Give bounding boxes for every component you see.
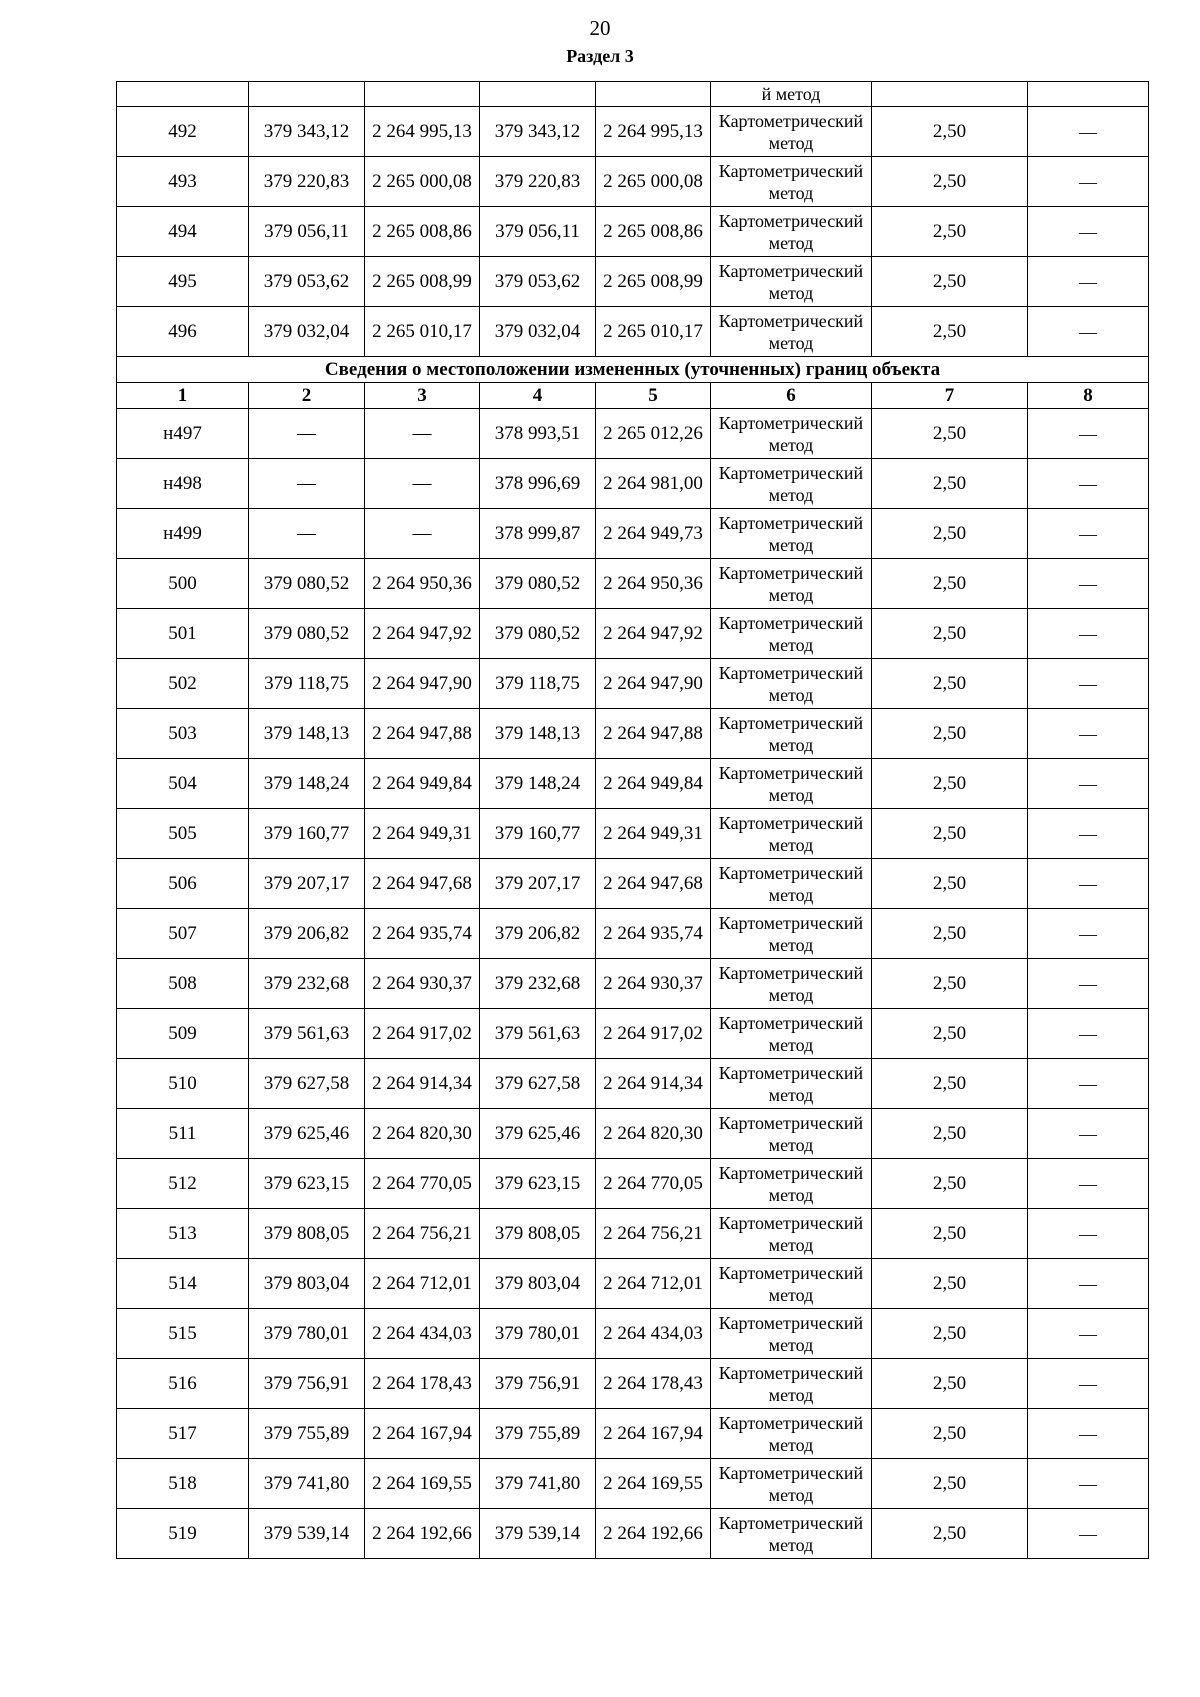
x-refined-cell: 379 780,01 — [480, 1309, 596, 1359]
x-refined-cell: 378 996,69 — [480, 459, 596, 509]
x-refined-cell: 379 232,68 — [480, 959, 596, 1009]
y-existing-cell: 2 264 949,84 — [365, 759, 480, 809]
y-existing-cell: 2 264 434,03 — [365, 1309, 480, 1359]
y-existing-cell: 2 264 820,30 — [365, 1109, 480, 1159]
method-cell: Картометрический метод — [711, 1309, 872, 1359]
x-existing-cell: 379 032,04 — [249, 307, 365, 357]
precision-cell: 2,50 — [872, 1259, 1028, 1309]
x-refined-cell: 379 808,05 — [480, 1209, 596, 1259]
y-refined-cell: 2 264 930,37 — [596, 959, 711, 1009]
y-existing-cell: 2 264 935,74 — [365, 909, 480, 959]
point-number-cell: 516 — [117, 1359, 249, 1409]
description-cell: — — [1028, 1309, 1149, 1359]
y-existing-cell: 2 264 712,01 — [365, 1259, 480, 1309]
y-refined-cell: 2 264 947,88 — [596, 709, 711, 759]
x-refined-cell: 379 625,46 — [480, 1109, 596, 1159]
column-number-cell: 5 — [596, 383, 711, 409]
description-cell: — — [1028, 1159, 1149, 1209]
description-cell: — — [1028, 809, 1149, 859]
column-number-cell: 2 — [249, 383, 365, 409]
method-cell: Картометрический метод — [711, 809, 872, 859]
point-number-cell: 503 — [117, 709, 249, 759]
description-cell: — — [1028, 307, 1149, 357]
table-row — [117, 157, 1149, 207]
method-cell: Картометрический метод — [711, 1159, 872, 1209]
table-cell — [596, 82, 711, 107]
x-refined-cell: 379 148,13 — [480, 709, 596, 759]
point-number-cell: 512 — [117, 1159, 249, 1209]
y-existing-cell: 2 265 008,86 — [365, 207, 480, 257]
precision-cell: 2,50 — [872, 609, 1028, 659]
precision-cell: 2,50 — [872, 659, 1028, 709]
x-existing-cell: 379 056,11 — [249, 207, 365, 257]
table-row — [117, 257, 1149, 307]
point-number-cell: 495 — [117, 257, 249, 307]
y-refined-cell: 2 264 950,36 — [596, 559, 711, 609]
precision-cell: 2,50 — [872, 107, 1028, 157]
y-existing-cell: 2 264 995,13 — [365, 107, 480, 157]
method-cell: Картометрический метод — [711, 459, 872, 509]
x-refined-cell: 379 220,83 — [480, 157, 596, 207]
table-row — [117, 809, 1149, 859]
description-cell: — — [1028, 509, 1149, 559]
table-cell — [117, 82, 249, 107]
x-refined-cell: 379 206,82 — [480, 909, 596, 959]
table-row — [117, 909, 1149, 959]
point-number-cell: 505 — [117, 809, 249, 859]
x-existing-cell: 379 160,77 — [249, 809, 365, 859]
method-cell: Картометрический метод — [711, 659, 872, 709]
method-cell: Картометрический метод — [711, 759, 872, 809]
continuation-method-cell: й метод — [711, 82, 872, 107]
precision-cell: 2,50 — [872, 1109, 1028, 1159]
x-existing-cell: 379 539,14 — [249, 1509, 365, 1559]
precision-cell: 2,50 — [872, 207, 1028, 257]
x-refined-cell: 379 118,75 — [480, 659, 596, 709]
description-cell: — — [1028, 659, 1149, 709]
table-row — [117, 859, 1149, 909]
precision-cell: 2,50 — [872, 759, 1028, 809]
description-cell: — — [1028, 1209, 1149, 1259]
y-existing-cell: 2 264 950,36 — [365, 559, 480, 609]
precision-cell: 2,50 — [872, 1309, 1028, 1359]
y-existing-cell: 2 264 770,05 — [365, 1159, 480, 1209]
y-refined-cell: 2 265 000,08 — [596, 157, 711, 207]
x-refined-cell: 379 207,17 — [480, 859, 596, 909]
x-refined-cell: 379 032,04 — [480, 307, 596, 357]
method-cell: Картометрический метод — [711, 1059, 872, 1109]
table-cell — [872, 82, 1028, 107]
y-refined-cell: 2 265 008,86 — [596, 207, 711, 257]
column-numbers-row — [117, 383, 1149, 409]
method-cell: Картометрический метод — [711, 1009, 872, 1059]
y-existing-cell: 2 264 169,55 — [365, 1459, 480, 1509]
precision-cell: 2,50 — [872, 509, 1028, 559]
table-row — [117, 1509, 1149, 1559]
description-cell: — — [1028, 459, 1149, 509]
point-number-cell: 511 — [117, 1109, 249, 1159]
y-existing-cell: 2 265 010,17 — [365, 307, 480, 357]
method-cell: Картометрический метод — [711, 509, 872, 559]
column-number-cell: 4 — [480, 383, 596, 409]
table-cell — [1028, 82, 1149, 107]
point-number-cell: 504 — [117, 759, 249, 809]
x-refined-cell: 379 053,62 — [480, 257, 596, 307]
y-refined-cell: 2 264 947,92 — [596, 609, 711, 659]
y-refined-cell: 2 265 012,26 — [596, 409, 711, 459]
point-number-cell: 517 — [117, 1409, 249, 1459]
x-refined-cell: 379 741,80 — [480, 1459, 596, 1509]
y-existing-cell: 2 264 947,88 — [365, 709, 480, 759]
x-refined-cell: 379 561,63 — [480, 1009, 596, 1059]
x-existing-cell: — — [249, 459, 365, 509]
table-cell — [480, 82, 596, 107]
description-cell: — — [1028, 959, 1149, 1009]
column-number-cell: 1 — [117, 383, 249, 409]
y-refined-cell: 2 264 167,94 — [596, 1409, 711, 1459]
description-cell: — — [1028, 1409, 1149, 1459]
method-cell: Картометрический метод — [711, 909, 872, 959]
y-existing-cell: — — [365, 509, 480, 559]
description-cell: — — [1028, 1259, 1149, 1309]
description-cell: — — [1028, 1459, 1149, 1509]
y-existing-cell: 2 264 949,31 — [365, 809, 480, 859]
point-number-cell: 519 — [117, 1509, 249, 1559]
x-refined-cell: 379 148,24 — [480, 759, 596, 809]
point-number-cell: 494 — [117, 207, 249, 257]
x-refined-cell: 379 623,15 — [480, 1159, 596, 1209]
description-cell: — — [1028, 1359, 1149, 1409]
y-refined-cell: 2 264 949,31 — [596, 809, 711, 859]
method-cell: Картометрический метод — [711, 1209, 872, 1259]
x-refined-cell: 379 627,58 — [480, 1059, 596, 1109]
y-refined-cell: 2 265 008,99 — [596, 257, 711, 307]
y-existing-cell: — — [365, 459, 480, 509]
point-number-cell: 518 — [117, 1459, 249, 1509]
x-refined-cell: 379 080,52 — [480, 609, 596, 659]
table-row — [117, 1409, 1149, 1459]
column-number-cell: 3 — [365, 383, 480, 409]
y-refined-cell: 2 264 756,21 — [596, 1209, 711, 1259]
column-number-cell: 7 — [872, 383, 1028, 409]
point-number-cell: 506 — [117, 859, 249, 909]
precision-cell: 2,50 — [872, 307, 1028, 357]
precision-cell: 2,50 — [872, 257, 1028, 307]
table-cell — [249, 82, 365, 107]
precision-cell: 2,50 — [872, 709, 1028, 759]
table-row — [117, 459, 1149, 509]
y-existing-cell: 2 264 947,92 — [365, 609, 480, 659]
precision-cell: 2,50 — [872, 1209, 1028, 1259]
precision-cell: 2,50 — [872, 459, 1028, 509]
x-existing-cell: 379 343,12 — [249, 107, 365, 157]
x-existing-cell: 379 220,83 — [249, 157, 365, 207]
y-existing-cell: 2 264 914,34 — [365, 1059, 480, 1109]
method-cell: Картометрический метод — [711, 1259, 872, 1309]
table-row — [117, 1009, 1149, 1059]
table-row — [117, 559, 1149, 609]
x-existing-cell: 379 080,52 — [249, 609, 365, 659]
method-cell: Картометрический метод — [711, 1459, 872, 1509]
table-row — [117, 1209, 1149, 1259]
x-existing-cell: 379 803,04 — [249, 1259, 365, 1309]
x-existing-cell: 379 148,24 — [249, 759, 365, 809]
table-row — [117, 1309, 1149, 1359]
method-cell: Картометрический метод — [711, 959, 872, 1009]
y-existing-cell: 2 265 000,08 — [365, 157, 480, 207]
y-refined-cell: 2 265 010,17 — [596, 307, 711, 357]
y-refined-cell: 2 264 949,84 — [596, 759, 711, 809]
precision-cell: 2,50 — [872, 1509, 1028, 1559]
section-title: Раздел 3 — [566, 46, 634, 66]
x-existing-cell: 379 206,82 — [249, 909, 365, 959]
y-refined-cell: 2 264 169,55 — [596, 1459, 711, 1509]
column-number-cell: 8 — [1028, 383, 1149, 409]
description-cell: — — [1028, 909, 1149, 959]
table-body — [117, 82, 1149, 1559]
precision-cell: 2,50 — [872, 1159, 1028, 1209]
x-existing-cell: 379 080,52 — [249, 559, 365, 609]
method-cell: Картометрический метод — [711, 859, 872, 909]
section-heading-row — [117, 357, 1149, 383]
method-cell: Картометрический метод — [711, 157, 872, 207]
point-number-cell: 507 — [117, 909, 249, 959]
description-cell: — — [1028, 157, 1149, 207]
y-existing-cell: 2 265 008,99 — [365, 257, 480, 307]
column-number-cell: 6 — [711, 383, 872, 409]
precision-cell: 2,50 — [872, 559, 1028, 609]
y-existing-cell: 2 264 192,66 — [365, 1509, 480, 1559]
x-refined-cell: 379 756,91 — [480, 1359, 596, 1409]
x-refined-cell: 379 056,11 — [480, 207, 596, 257]
table-row — [117, 709, 1149, 759]
y-refined-cell: 2 264 820,30 — [596, 1109, 711, 1159]
x-existing-cell: 379 625,46 — [249, 1109, 365, 1159]
x-refined-cell: 379 343,12 — [480, 107, 596, 157]
x-refined-cell: 378 999,87 — [480, 509, 596, 559]
x-existing-cell: 379 627,58 — [249, 1059, 365, 1109]
table-row — [117, 307, 1149, 357]
precision-cell: 2,50 — [872, 959, 1028, 1009]
point-number-cell: 502 — [117, 659, 249, 709]
point-number-cell: 510 — [117, 1059, 249, 1109]
x-existing-cell: — — [249, 509, 365, 559]
x-refined-cell: 378 993,51 — [480, 409, 596, 459]
table-row — [117, 509, 1149, 559]
table-row — [117, 1059, 1149, 1109]
table-cell — [365, 82, 480, 107]
description-cell: — — [1028, 759, 1149, 809]
method-cell: Картометрический метод — [711, 1109, 872, 1159]
description-cell: — — [1028, 1059, 1149, 1109]
description-cell: — — [1028, 1009, 1149, 1059]
precision-cell: 2,50 — [872, 1409, 1028, 1459]
continuation-row — [117, 82, 1149, 107]
x-refined-cell: 379 803,04 — [480, 1259, 596, 1309]
method-cell: Картометрический метод — [711, 207, 872, 257]
table-row — [117, 1109, 1149, 1159]
point-number-cell: 508 — [117, 959, 249, 1009]
table-row — [117, 609, 1149, 659]
table-row — [117, 107, 1149, 157]
y-refined-cell: 2 264 712,01 — [596, 1259, 711, 1309]
method-cell: Картометрический метод — [711, 257, 872, 307]
y-refined-cell: 2 264 995,13 — [596, 107, 711, 157]
table-row — [117, 1459, 1149, 1509]
x-existing-cell: 379 148,13 — [249, 709, 365, 759]
point-number-cell: н499 — [117, 509, 249, 559]
y-refined-cell: 2 264 770,05 — [596, 1159, 711, 1209]
method-cell: Картометрический метод — [711, 409, 872, 459]
x-existing-cell: 379 755,89 — [249, 1409, 365, 1459]
y-refined-cell: 2 264 947,68 — [596, 859, 711, 909]
y-refined-cell: 2 264 192,66 — [596, 1509, 711, 1559]
precision-cell: 2,50 — [872, 409, 1028, 459]
point-number-cell: 500 — [117, 559, 249, 609]
y-refined-cell: 2 264 935,74 — [596, 909, 711, 959]
y-refined-cell: 2 264 947,90 — [596, 659, 711, 709]
point-number-cell: 514 — [117, 1259, 249, 1309]
description-cell: — — [1028, 207, 1149, 257]
y-refined-cell: 2 264 949,73 — [596, 509, 711, 559]
x-existing-cell: 379 118,75 — [249, 659, 365, 709]
description-cell: — — [1028, 257, 1149, 307]
description-cell: — — [1028, 859, 1149, 909]
y-existing-cell: 2 264 756,21 — [365, 1209, 480, 1259]
table-row — [117, 207, 1149, 257]
y-refined-cell: 2 264 981,00 — [596, 459, 711, 509]
y-refined-cell: 2 264 434,03 — [596, 1309, 711, 1359]
point-number-cell: 509 — [117, 1009, 249, 1059]
x-existing-cell: — — [249, 409, 365, 459]
x-existing-cell: 379 623,15 — [249, 1159, 365, 1209]
table-row — [117, 959, 1149, 1009]
x-existing-cell: 379 741,80 — [249, 1459, 365, 1509]
method-cell: Картометрический метод — [711, 107, 872, 157]
method-cell: Картометрический метод — [711, 559, 872, 609]
method-cell: Картометрический метод — [711, 1359, 872, 1409]
x-refined-cell: 379 539,14 — [480, 1509, 596, 1559]
precision-cell: 2,50 — [872, 859, 1028, 909]
x-existing-cell: 379 756,91 — [249, 1359, 365, 1409]
point-number-cell: 501 — [117, 609, 249, 659]
precision-cell: 2,50 — [872, 1009, 1028, 1059]
x-existing-cell: 379 780,01 — [249, 1309, 365, 1359]
description-cell: — — [1028, 1509, 1149, 1559]
y-existing-cell: 2 264 178,43 — [365, 1359, 480, 1409]
description-cell: — — [1028, 409, 1149, 459]
y-refined-cell: 2 264 917,02 — [596, 1009, 711, 1059]
description-cell: — — [1028, 1109, 1149, 1159]
description-cell: — — [1028, 559, 1149, 609]
page-number: 20 — [589, 16, 611, 40]
y-existing-cell: 2 264 917,02 — [365, 1009, 480, 1059]
precision-cell: 2,50 — [872, 1359, 1028, 1409]
x-existing-cell: 379 207,17 — [249, 859, 365, 909]
x-existing-cell: 379 808,05 — [249, 1209, 365, 1259]
point-number-cell: 496 — [117, 307, 249, 357]
point-number-cell: 513 — [117, 1209, 249, 1259]
point-number-cell: 493 — [117, 157, 249, 207]
coordinates-table — [116, 81, 1149, 1559]
y-refined-cell: 2 264 178,43 — [596, 1359, 711, 1409]
description-cell: — — [1028, 609, 1149, 659]
x-refined-cell: 379 755,89 — [480, 1409, 596, 1459]
method-cell: Картометрический метод — [711, 609, 872, 659]
x-refined-cell: 379 080,52 — [480, 559, 596, 609]
method-cell: Картометрический метод — [711, 709, 872, 759]
table-row — [117, 1259, 1149, 1309]
table-row — [117, 1359, 1149, 1409]
x-existing-cell: 379 053,62 — [249, 257, 365, 307]
method-cell: Картометрический метод — [711, 307, 872, 357]
point-number-cell: 492 — [117, 107, 249, 157]
y-existing-cell: 2 264 947,90 — [365, 659, 480, 709]
precision-cell: 2,50 — [872, 157, 1028, 207]
section-heading: Сведения о местоположении измененных (уточненных) границ объекта — [117, 357, 1149, 383]
precision-cell: 2,50 — [872, 809, 1028, 859]
x-existing-cell: 379 561,63 — [249, 1009, 365, 1059]
point-number-cell: 515 — [117, 1309, 249, 1359]
precision-cell: 2,50 — [872, 909, 1028, 959]
precision-cell: 2,50 — [872, 1059, 1028, 1109]
y-existing-cell: — — [365, 409, 480, 459]
table-row — [117, 659, 1149, 709]
y-existing-cell: 2 264 167,94 — [365, 1409, 480, 1459]
description-cell: — — [1028, 709, 1149, 759]
point-number-cell: н497 — [117, 409, 249, 459]
y-existing-cell: 2 264 947,68 — [365, 859, 480, 909]
table-row — [117, 759, 1149, 809]
y-refined-cell: 2 264 914,34 — [596, 1059, 711, 1109]
table-row — [117, 1159, 1149, 1209]
x-existing-cell: 379 232,68 — [249, 959, 365, 1009]
method-cell: Картометрический метод — [711, 1509, 872, 1559]
table-row — [117, 409, 1149, 459]
y-existing-cell: 2 264 930,37 — [365, 959, 480, 1009]
point-number-cell: н498 — [117, 459, 249, 509]
precision-cell: 2,50 — [872, 1459, 1028, 1509]
method-cell: Картометрический метод — [711, 1409, 872, 1459]
x-refined-cell: 379 160,77 — [480, 809, 596, 859]
description-cell: — — [1028, 107, 1149, 157]
